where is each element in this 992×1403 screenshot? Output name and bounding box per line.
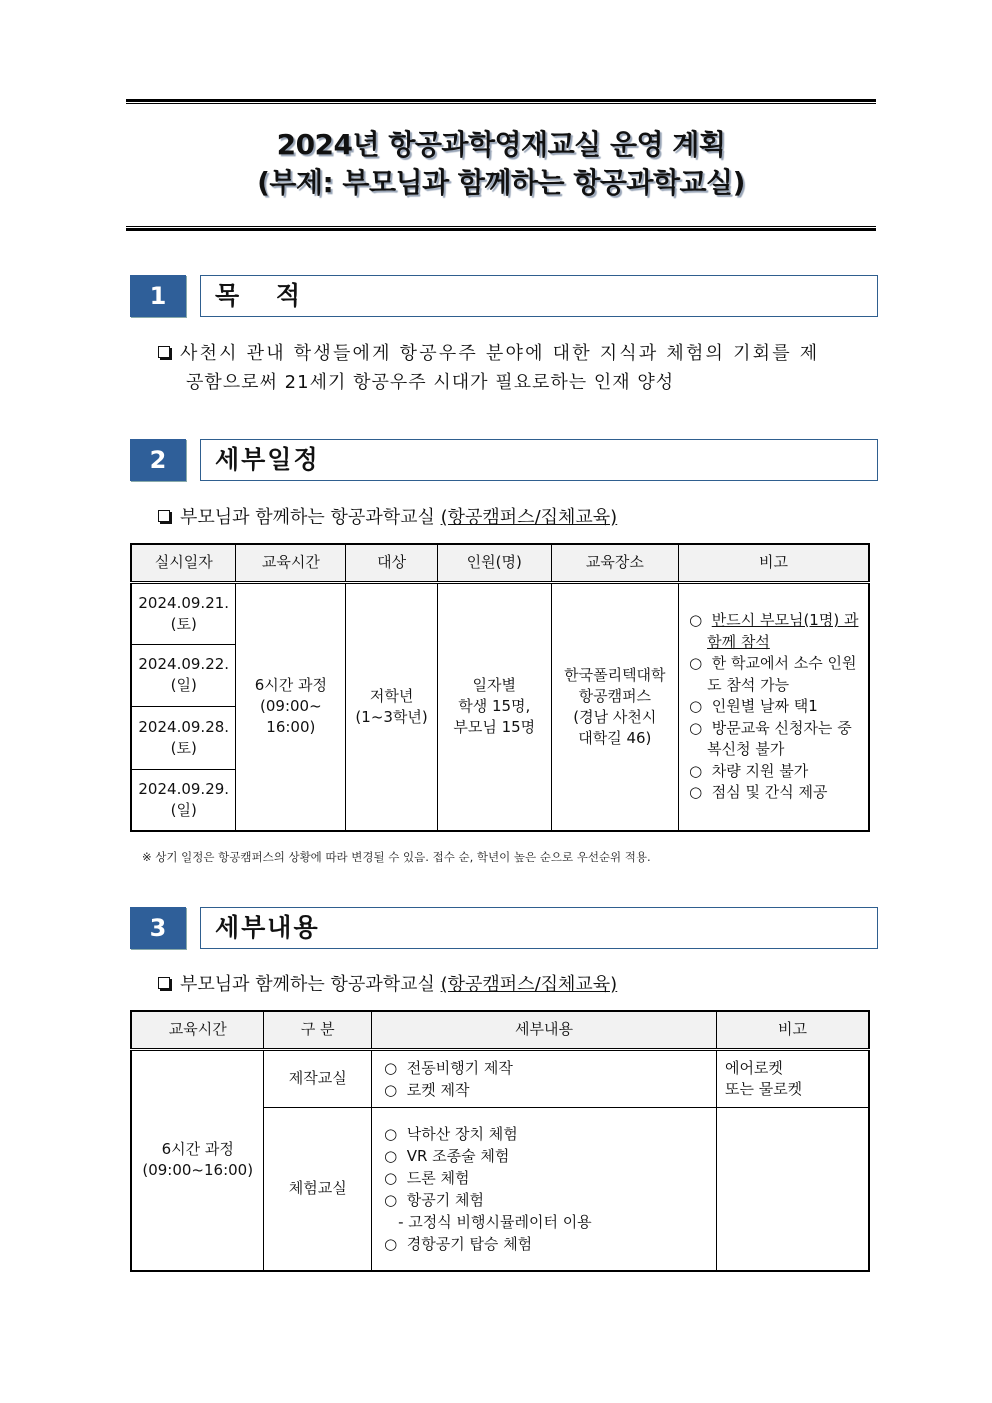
title-line-1: 2024년 항공과학영재교실 운영 계획 — [276, 128, 726, 161]
category-cell: 체험교실 — [264, 1107, 372, 1271]
details-list — [372, 1123, 716, 1255]
notes-list — [679, 610, 868, 804]
time-cell: 6시간 과정 (09:00~ 16:00) — [236, 582, 346, 831]
note-item: ○ 한 학교에서 소수 인원도 참석 가능 — [689, 654, 857, 694]
section-title: 목 적 — [215, 281, 315, 310]
detail-item: ○ 로켓 제작 — [384, 1080, 470, 1099]
detail-item: ○ 드론 체험 — [384, 1168, 470, 1187]
purpose-bullet — [158, 339, 878, 397]
section-1-header — [130, 275, 878, 317]
target-cell: 저학년 (1~3학년) — [346, 582, 438, 831]
header-notes: 비고 — [716, 1011, 869, 1049]
checkbox-bullet-icon — [158, 977, 170, 989]
table-header-row — [131, 1011, 869, 1049]
table-header-row — [131, 544, 869, 582]
detail-item: ○ 경항공기 탑승 체험 — [384, 1234, 533, 1253]
schedule-bullet-text: 부모님과 함께하는 항공과학교실 — [180, 507, 441, 528]
content-bullet-underlined: (항공캠퍼스/집체교육) — [440, 974, 618, 995]
detail-item: ○ 전동비행기 제작 — [384, 1058, 513, 1077]
notes-cell — [716, 1107, 869, 1271]
document-title — [126, 126, 876, 202]
detail-item: ○ 낙하산 장치 체험 — [384, 1124, 518, 1143]
note-item: ○ 점심 및 간식 제공 — [689, 783, 828, 801]
place-cell: 한국폴리텍대학 항공캠퍼스 (경남 사천시 대학길 46) — [551, 582, 679, 831]
note-item: ○ 반드시 부모님(1명) 과 함께 참석 — [689, 611, 859, 651]
title-top-rule — [126, 99, 876, 104]
schedule-footnote: ※ 상기 일정은 항공캠퍼스의 상황에 따라 변경될 수 있음. 접수 순, 학년이 높은 순으로 우선순위 적용. — [142, 850, 651, 864]
header-date: 실시일자 — [131, 544, 236, 582]
purpose-text-line-1: 사천시 관내 학생들에게 항공우주 분야에 대한 지식과 체험의 기회를 제 — [180, 343, 820, 364]
section-2-header — [130, 439, 878, 481]
section-title-box — [200, 275, 878, 317]
section-title-box — [200, 907, 878, 949]
note-item: ○ 차량 지원 불가 — [689, 761, 809, 780]
date-cell: 2024.09.28. (토) — [131, 706, 236, 769]
checkbox-bullet-icon — [158, 510, 170, 522]
header-place: 교육장소 — [551, 544, 679, 582]
content-bullet-text: 부모님과 함께하는 항공과학교실 — [180, 974, 441, 995]
section-title-box — [200, 439, 878, 481]
notes-cell — [679, 582, 869, 831]
detail-item: ○ VR 조종술 체험 — [384, 1146, 510, 1165]
date-cell: 2024.09.29. (일) — [131, 769, 236, 831]
section-number: 3 — [130, 907, 186, 949]
note-item: ○ 인원별 날짜 택1 — [689, 697, 818, 715]
header-count: 인원(명) — [437, 544, 551, 582]
table-row — [131, 582, 869, 644]
date-cell: 2024.09.21. (토) — [131, 582, 236, 644]
title-bottom-rule — [126, 226, 876, 231]
schedule-bullet-underlined: (항공캠퍼스/집체교육) — [440, 507, 618, 528]
detail-subitem: - 고정식 비행시뮬레이터 이용 — [398, 1212, 592, 1231]
header-category: 구 분 — [264, 1011, 372, 1049]
section-3-header — [130, 907, 878, 949]
date-cell: 2024.09.22. (일) — [131, 644, 236, 706]
content-table — [130, 1010, 870, 1272]
section-title: 세부내용 — [215, 913, 320, 942]
time-cell: 6시간 과정 (09:00~16:00) — [131, 1049, 264, 1271]
header-notes: 비고 — [679, 544, 869, 582]
detail-item: ○ 항공기 체험 — [384, 1190, 484, 1209]
details-cell — [372, 1107, 717, 1271]
content-bullet — [158, 970, 617, 999]
details-cell — [372, 1049, 717, 1107]
table-row — [131, 1049, 869, 1107]
details-list — [372, 1057, 716, 1101]
schedule-bullet — [158, 503, 617, 532]
section-number: 2 — [130, 439, 186, 481]
header-target: 대상 — [346, 544, 438, 582]
header-details: 세부내용 — [372, 1011, 717, 1049]
notes-cell: 에어로켓 또는 물로켓 — [716, 1049, 869, 1107]
section-number: 1 — [130, 275, 186, 317]
note-item: ○ 방문교육 신청자는 중복신청 불가 — [689, 718, 852, 758]
schedule-table — [130, 543, 870, 832]
checkbox-bullet-icon — [158, 346, 170, 358]
purpose-text-line-2: 공함으로써 21세기 항공우주 시대가 필요로하는 인재 양성 — [186, 372, 675, 393]
title-line-2: (부제: 부모님과 함께하는 항공과학교실) — [257, 166, 745, 199]
category-cell: 제작교실 — [264, 1049, 372, 1107]
header-time: 교육시간 — [131, 1011, 264, 1049]
section-title: 세부일정 — [215, 445, 320, 474]
count-cell: 일자별 학생 15명, 부모님 15명 — [437, 582, 551, 831]
header-time: 교육시간 — [236, 544, 346, 582]
